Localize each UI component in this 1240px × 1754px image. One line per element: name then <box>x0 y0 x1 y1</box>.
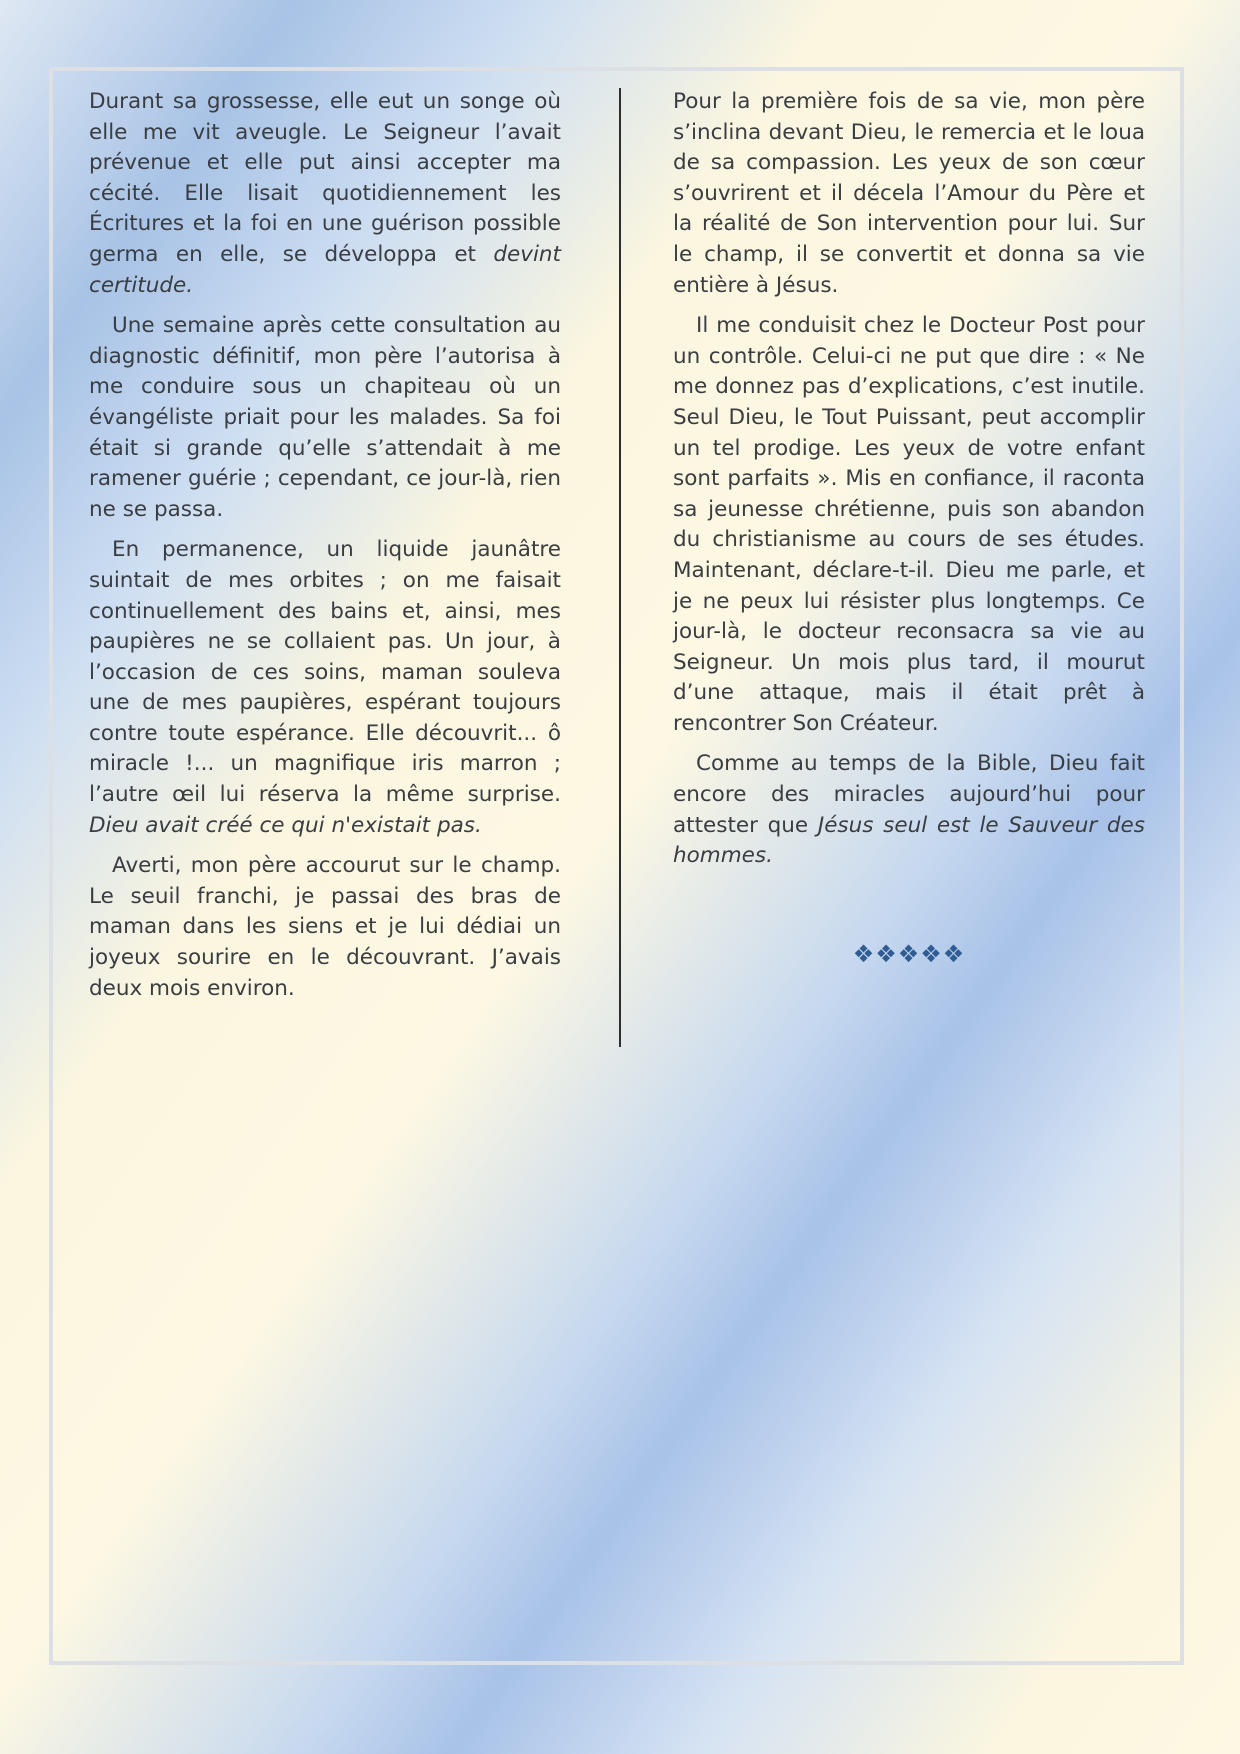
paragraph-conversion: Pour la première fois de sa vie, mon père s’inclina devant Dieu, le remercia et le loua de sa compassion. Les yeux de son cœur s’ouvrirent et il décela l’Amour du Père et la réalité de Son intervention pour lui. Sur le champ, il se convertit et donna sa vie entière à Jésus. <box>673 89 1145 298</box>
column-divider <box>619 88 621 1047</box>
paragraph-doctor: Il me conduisit chez le Docteur Post pour un contrôle. Celui-ci ne put que dire : « Ne me donnez pas d’explications, c’est inutile. Seul Dieu, le Tout Puissant, peut accomplir un tel prodige. Les yeux de votre enfant sont parfaits ». Mis en confiance, il raconta sa jeunesse chrétienne, puis son abandon du christianisme au cours de ses études. Maintenant, déclare-t-il. Dieu me parle, et je ne peux lui résister plus longtemps. Ce jour-là, le docteur reconsacra sa vie au Seigneur. Un mois plus tard, il mourut d’une attaque, mais il était prêt à rencontrer Son Créateur. <box>673 313 1145 736</box>
left-column <box>89 87 561 1014</box>
right-column <box>673 87 1145 882</box>
paragraph-miracle-text: En permanence, un liquide jaunâtre suintait de mes orbites ; on me faisait continuellement des bains et, ainsi, mes paupières ne se collaient pas. Un jour, à l’occasion de ces soins, maman souleva une de mes paupières, espérant toujours contre toute espérance. Elle découvrit... ô miracle !... un magnifique iris marron ; l’autre œil lui réserva la même surprise. <box>89 537 561 808</box>
paragraph-father: Averti, mon père accourut sur le champ. Le seuil franchi, je passai des bras de maman dans les siens et je lui dédiai un joyeux sourire en le découvrant. J’avais deux mois environ. <box>89 853 561 1001</box>
diamond-ornament-icon: ❖❖❖❖❖ <box>852 940 966 968</box>
paragraph-conclusion-italic: Jésus seul est le Sauveur des hommes. <box>673 812 1145 869</box>
paragraph-evangelist: Une semaine après cette consultation au diagnostic définitif, mon père l’autorisa à me conduire sous un chapiteau où un évangéliste priait pour les malades. Sa foi était si grande qu’elle s’attendait à me ramener guérie ; cependant, ce jour-là, rien ne se passa. <box>89 313 561 522</box>
paragraph-conclusion <box>673 749 1145 871</box>
paragraph-conclusion-text: Comme au temps de la Bible, Dieu fait encore des miracles aujourd’hui pour attester que <box>673 751 1145 838</box>
paragraph-dream-text: Durant sa grossesse, elle eut un songe où elle me vit aveugle. Le Seigneur l’avait prévenue et elle put ainsi accepter ma cécité. Elle lisait quotidiennement les Écritures et la foi en une guérison possible germa en elle, se développa et <box>89 89 561 267</box>
paragraph-dream-italic: devint certitude. <box>89 241 561 298</box>
paragraph-miracle <box>89 535 561 841</box>
paragraph-dream <box>89 87 561 301</box>
paragraph-miracle-italic: Dieu avait créé ce qui n'existait pas. <box>89 812 482 838</box>
